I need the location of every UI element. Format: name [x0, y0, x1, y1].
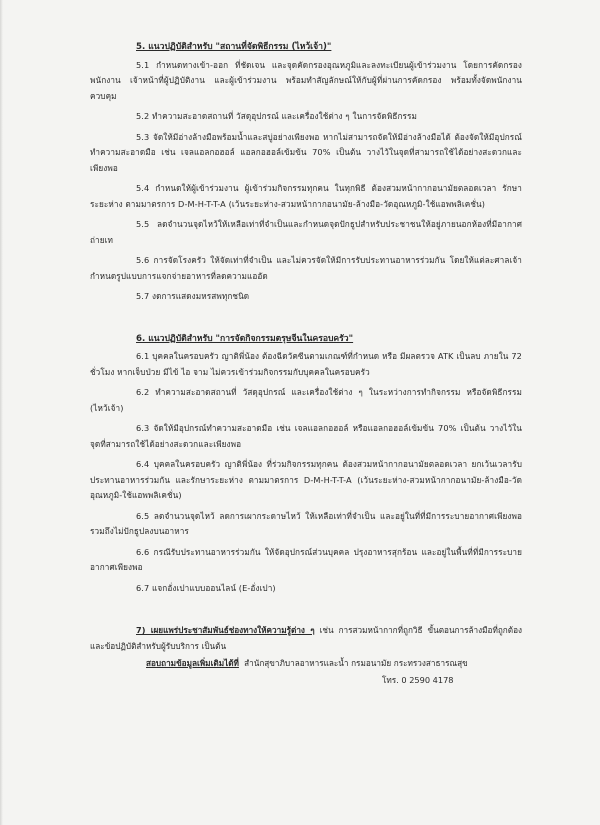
section-gap — [90, 601, 522, 623]
section-5-item-7: 5.7 งดการแสดงมหรสพทุกชนิด — [136, 291, 250, 301]
section-6-item-4: 6.4 บุคคลในครอบครัว ญาติพี่น้อง ที่ร่วมกิจกรรมทุกคน ต้องสวมหน้ากากอนามัยตลอดเวลา ยกเว้นเวลารับประทานอาหารร่วมกัน และรักษาระยะห่าง ตามมาตรการ D-M-H-T-T-A (เว้นระยะห่าง-สวมหน้ากากอนามัย-ล้างมือ-วัดอุณหภูมิ-ใช้แอพพลิเคชั่น) — [90, 459, 522, 500]
contact-line — [146, 655, 526, 672]
section-6-item-1: 6.1 บุคคลในครอบครัว ญาติพี่น้อง ต้องฉีดวัคซีนตามเกณฑ์ที่กำหนด หรือ มีผลตรวจ ATK เป็นลบ ภายใน 72 ชั่วโมง หากเจ็บป่วย มีไข้ ไอ จาม ไม่ควรเข้าร่วมกิจกรรมกับบุคคลในครอบครัว — [90, 351, 522, 377]
contact-org: สำนักสุขาภิบาลอาหารและน้ำ กรมอนามัย กระทรวงสาธารณสุข — [244, 658, 468, 668]
section-5-item-3: 5.3 จัดให้มีอ่างล้างมือพร้อมน้ำและสบู่อย่างเพียงพอ หากไม่สามารถจัดให้มีอ่างล้างมือได้ ต้องจัดให้มีอุปกรณ์ทำความสะอาดมือ เช่น เจลแอลกอฮอล์ แอลกอฮอล์เข้มข้น 70% เป็นต้น วางไว้ในจุดที่สามารถใช้ได้อย่างสะดวกและเพียงพอ — [90, 131, 522, 173]
section-6-title: 6. แนวปฏิบัติสำหรับ "การจัดกิจกรรมตรุษจีนในครอบครัว" — [136, 333, 354, 344]
page-edge-shadow — [0, 0, 3, 825]
section-6-item-7: 6.7 แจกอั่งเปาแบบออนไลน์ (E-อั่งเปา) — [136, 582, 276, 593]
section-5-item-2: 5.2 ทำความสะอาดสถานที่ วัสดุอุปกรณ์ และเครื่องใช้ต่าง ๆ ในการจัดพิธีกรรม — [136, 111, 417, 121]
section-gap — [90, 310, 522, 332]
section-6-item-2: 6.2 ทำความสะอาดสถานที่ วัสดุอุปกรณ์ และเครื่องใช้ต่าง ๆ ในระหว่างการทำกิจกรรม หรือจัดพิธีกรรม (ไหว้เจ้า) — [90, 387, 522, 413]
contact-label: สอบถามข้อมูลเพิ่มเติมได้ที่ — [146, 658, 239, 668]
section-5-item-6: 5.6 การจัดโรงครัว ให้จัดเท่าที่จำเป็น และไม่ควรจัดให้มีการรับประทานอาหารร่วมกัน โดยให้แต่ละศาลเจ้ากำหนดรูปแบบการแจกจ่ายอาหารที่ลดความแออัด — [90, 255, 522, 281]
section-5-item-5: 5.5 ลดจำนวนจุดไหว้ให้เหลือเท่าที่จำเป็นและกำหนดจุดปักธูปสำหรับประชาชนให้อยู่ภายนอกห้องที่มีอากาศถ่ายเท — [90, 219, 522, 245]
document-body — [90, 40, 522, 654]
section-6-item-5: 6.5 ลดจำนวนจุดไหว้ ลดการเผากระดาษไหว้ ให้เหลือเท่าที่จำเป็น และอยู่ในที่ที่มีการระบายอากาศเพียงพอ รวมถึงไม่ปักธูปลงบนอาหาร — [90, 510, 522, 536]
contact-block — [146, 655, 526, 689]
section-7-text: เช่น การสวมหน้ากากที่ถูกวิธี ขั้นตอนการล้างมือที่ถูกต้อง และข้อปฏิบัติสำหรับผู้รับบริการ เป็นต้น — [90, 625, 522, 651]
section-7-title: 7) เผยแพร่ประชาสัมพันธ์ช่องทางให้ความรู้ต่าง ๆ — [136, 625, 315, 635]
section-5-title: 5. แนวปฏิบัติสำหรับ "สถานที่จัดพิธีกรรม (ไหว้เจ้า)" — [136, 42, 332, 52]
section-7-paragraph — [90, 623, 522, 654]
section-5-item-4: 5.4 กำหนดให้ผู้เข้าร่วมงาน ผู้เข้าร่วมกิจกรรมทุกคน ในทุกพิธี ต้องสวมหน้ากากอนามัยตลอดเวลา รักษาระยะห่าง ตามมาตรการ D-M-H-T-T-A (เว้นระยะห่าง-สวมหน้ากากอนามัย-ล้างมือ-วัดอุณหภูมิ-ใช้แอพพลิเคชั่น) — [90, 183, 522, 209]
section-6-item-6: 6.6 กรณีรับประทานอาหารร่วมกัน ให้จัดอุปกรณ์ส่วนบุคคล ปรุงอาหารสุกร้อน และอยู่ในพื้นที่ที่มีการระบายอากาศเพียงพอ — [90, 546, 522, 572]
section-6-item-3: 6.3 จัดให้มีอุปกรณ์ทำความสะอาดมือ เช่น เจลแอลกอฮอล์ หรือแอลกอฮอล์เข้มข้น 70% เป็นต้น วางไว้ในจุดที่สามารถใช้ได้อย่างสะดวกและเพียงพอ — [90, 423, 522, 449]
section-5-item-1: 5.1 กำหนดทางเข้า-ออก ที่ชัดเจน และจุดคัดกรองอุณหภูมิและลงทะเบียนผู้เข้าร่วมงาน โดยการคัดกรองพนักงาน เจ้าหน้าที่ผู้ปฏิบัติงาน และผู้เข้าร่วมงาน พร้อมทำสัญลักษณ์ให้กับผู้ที่ผ่านการคัดกรอง พร้อมทั้งจัดพนักงานควบคุม — [90, 59, 522, 101]
contact-phone: โทร. 0 2590 4178 — [382, 675, 454, 685]
